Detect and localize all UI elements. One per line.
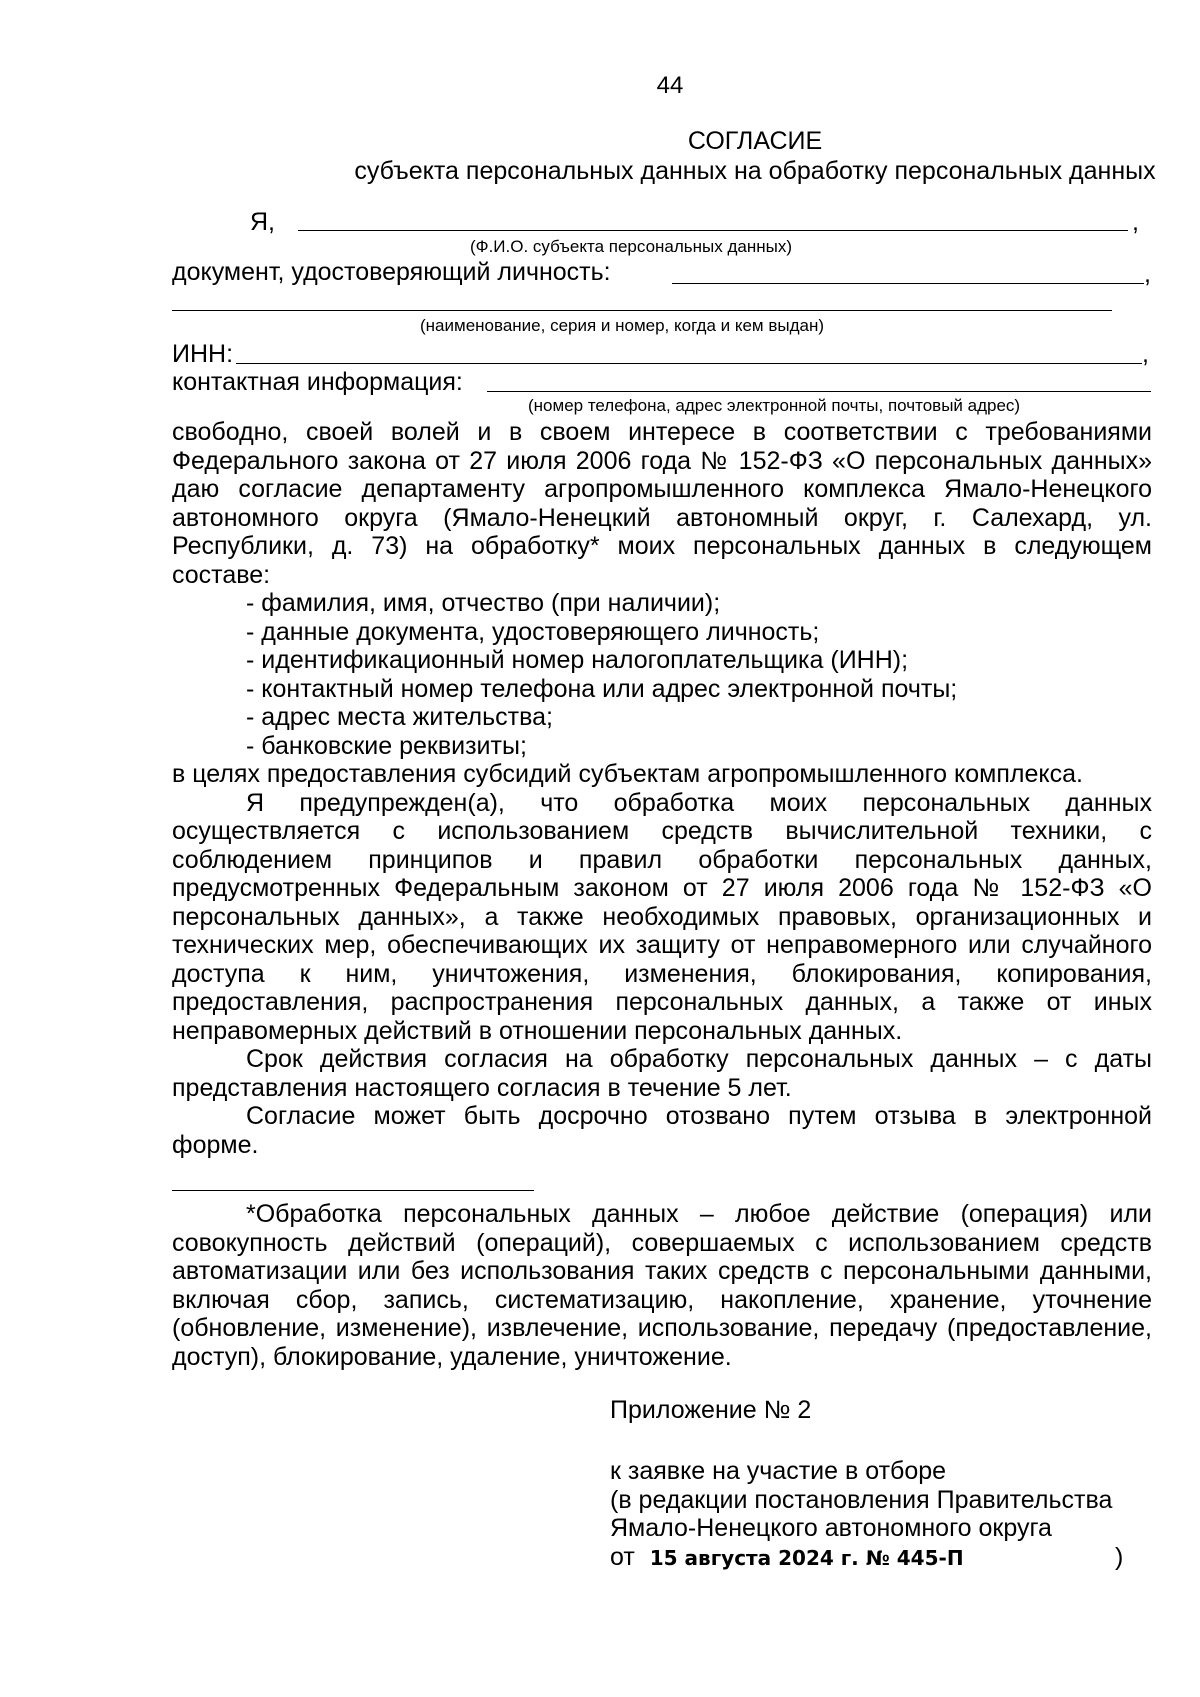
consent-body	[172, 418, 1152, 1159]
doc-label: документ, удостоверяющий личность:	[172, 258, 611, 286]
purpose-paragraph: в целях предоставления субсидий субъектам агропромышленного комплекса.	[172, 760, 1083, 788]
contact-caption: (номер телефона, адрес электронной почты, почтовый адрес)	[528, 396, 1021, 415]
appendix-line-3: Ямало-Ненецкого автономного округа	[610, 1514, 1052, 1542]
appendix-from-label: от	[610, 1543, 635, 1571]
list-item: - контактный номер телефона или адрес электронной почты;	[246, 674, 958, 703]
intro-paragraph: свободно, своей волей и в своем интересе в соответствии с требованиями Федерального закона от 27 июля 2006 года № 152-ФЗ «О персональных данных» даю согласие департаменту агропромышленного комплекса Ямало-Ненецкого автономного округа (Ямало-Ненецкий автономный округ, г. Салехард, ул. Республики, д. 73) на обработку* моих персональных данных в следующем составе:	[172, 418, 1152, 589]
page-number: 44	[656, 72, 684, 99]
footnote-text: *Обработка персональных данных – любое действие (операция) или совокупность действий (операций), совершаемых с использованием средств автоматизации или без использования таких средств с персональными данными, включая сбор, запись, систематизацию, накопление, хранение, уточнение (обновление, изменение), извлечение, использование, передачу (предоставление, доступ), блокирование, удаление, уничтожение.	[172, 1200, 1152, 1371]
list-item: - данные документа, удостоверяющего личность;	[246, 617, 820, 646]
document-title: СОГЛАСИЕ	[687, 127, 823, 155]
contact-fill-line[interactable]	[487, 391, 1151, 392]
appendix-line-2: (в редакции постановления Правительства	[610, 1486, 1113, 1514]
list-item: - фамилия, имя, отчество (при наличии);	[246, 589, 721, 617]
fio-caption: (Ф.И.О. субъекта персональных данных)	[470, 237, 793, 256]
data-items-list	[172, 589, 1152, 760]
footnote-separator	[172, 1190, 534, 1191]
list-item: - идентификационный номер налогоплательщика (ИНН);	[246, 646, 909, 674]
list-item: - банковские реквизиты;	[246, 731, 527, 760]
appendix-date-line	[610, 1543, 964, 1573]
revoke-paragraph: Согласие может быть досрочно отозвано путем отзыва в электронной форме.	[172, 1102, 1152, 1159]
term-paragraph: Срок действия согласия на обработку персональных данных – с даты представления настоящего согласия в течение 5 лет.	[172, 1045, 1152, 1102]
appendix-date-number: 15 августа 2024 г. № 445-П	[649, 1546, 964, 1570]
doc-fill-line-1[interactable]	[672, 283, 1144, 284]
appendix-title: Приложение № 2	[610, 1396, 812, 1424]
warning-paragraph: Я предупрежден(а), что обработка моих персональных данных осуществляется с использованием средств вычислительной техники, с соблюдением принципов и правил обработки персональных данных, предусмотренных Федеральным законом от 27 июля 2006 года № 152-ФЗ «О персональных данных», а также необходимых правовых, организационных и технических мер, обеспечивающих их защиту от неправомерного или случайного доступа к ним, уничтожения, изменения, блокирования, копирования, предоставления, распространения персональных данных, а также от иных неправомерных действий в отношении персональных данных.	[172, 788, 1152, 1045]
appendix-closing-paren: )	[1115, 1543, 1124, 1571]
inn-label: ИНН:	[172, 340, 234, 368]
document-subtitle: субъекта персональных данных на обработку персональных данных	[354, 157, 1156, 185]
inn-comma: ,	[1142, 340, 1149, 368]
doc-caption: (наименование, серия и номер, когда и кем выдан)	[420, 316, 825, 335]
contact-label: контактная информация:	[172, 368, 463, 396]
list-item: - адрес места жительства;	[246, 703, 553, 731]
fio-comma: ,	[1132, 208, 1139, 236]
footnote	[172, 1200, 1152, 1371]
inn-fill-line[interactable]	[236, 363, 1142, 364]
fio-fill-line[interactable]	[298, 230, 1128, 231]
doc-fill-line-2[interactable]	[172, 310, 1112, 311]
appendix-line-1: к заявке на участие в отборе	[610, 1457, 947, 1485]
ya-label: Я,	[250, 208, 275, 236]
doc-comma: ,	[1144, 260, 1151, 288]
